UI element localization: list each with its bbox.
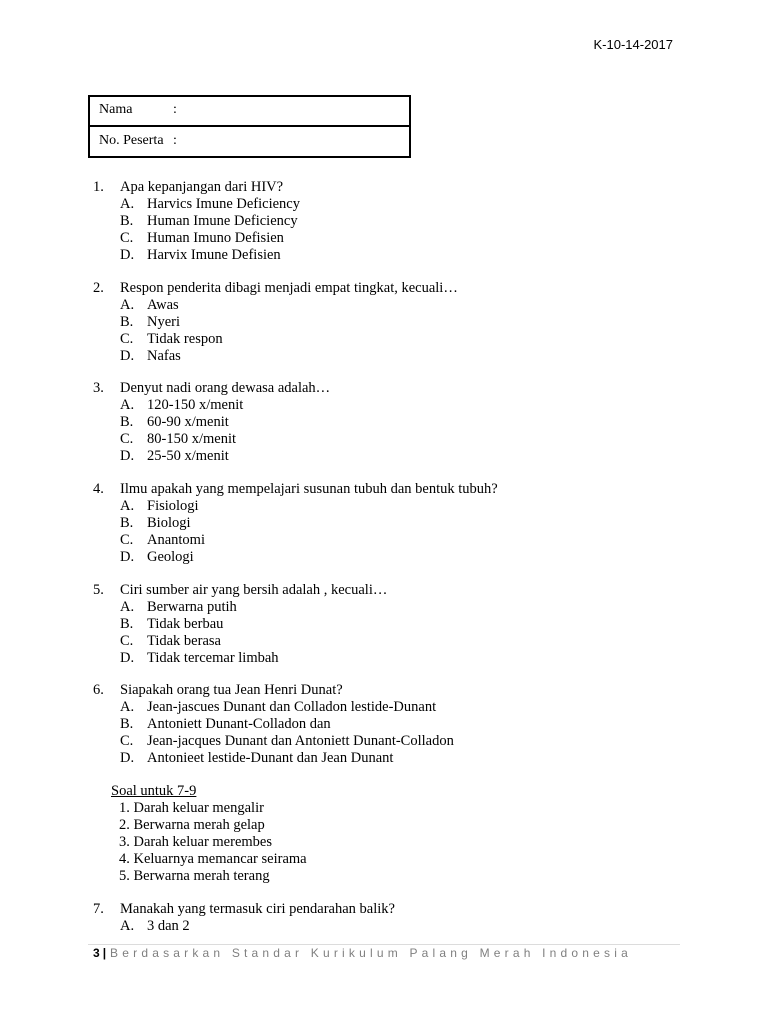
option-letter: D. xyxy=(120,348,135,364)
option-letter: A. xyxy=(120,196,135,212)
statement-item: 2. Berwarna merah gelap xyxy=(119,817,265,833)
option-d xyxy=(93,549,498,566)
question-5 xyxy=(93,582,387,667)
option-a xyxy=(93,196,300,213)
footer-text: Berdasarkan Standar Kurikulum Palang Merah Indonesia xyxy=(110,946,632,960)
option-letter: D. xyxy=(120,448,135,464)
option-text: Harvics Imune Deficiency xyxy=(147,196,300,212)
question-text: Siapakah orang tua Jean Henri Dunat? xyxy=(120,682,343,698)
option-b xyxy=(93,414,330,431)
question-text: Ilmu apakah yang mempelajari susunan tubuh dan bentuk tubuh? xyxy=(120,481,498,497)
option-letter: D. xyxy=(120,650,135,666)
option-letter: A. xyxy=(120,498,135,514)
option-text: Tidak tercemar limbah xyxy=(147,650,279,666)
option-d xyxy=(93,247,300,264)
option-d xyxy=(93,750,454,767)
question-2 xyxy=(93,280,458,365)
participant-id-box xyxy=(88,95,411,158)
option-letter: B. xyxy=(120,414,134,430)
option-text: Antoniett Dunant-Colladon dan xyxy=(147,716,331,732)
option-letter: B. xyxy=(120,716,134,732)
question-number: 4. xyxy=(93,481,104,497)
option-text: Geologi xyxy=(147,549,194,565)
option-c xyxy=(93,633,387,650)
question-number: 5. xyxy=(93,582,104,598)
option-text: 25-50 x/menit xyxy=(147,448,229,464)
name-row xyxy=(99,102,177,118)
option-letter: B. xyxy=(120,314,134,330)
statement-item: 3. Darah keluar merembes xyxy=(119,834,272,850)
question-text: Apa kepanjangan dari HIV? xyxy=(120,179,284,195)
question-group-7-9 xyxy=(111,783,307,885)
option-a xyxy=(93,297,458,314)
option-letter: A. xyxy=(120,297,135,313)
option-letter: B. xyxy=(120,213,134,229)
name-label: Nama xyxy=(99,102,133,117)
option-text: Tidak berbau xyxy=(147,616,224,632)
option-b xyxy=(93,314,458,331)
option-letter: B. xyxy=(120,616,134,632)
question-number: 7. xyxy=(93,901,104,917)
option-d xyxy=(93,650,387,667)
option-b xyxy=(93,515,498,532)
question-text: Ciri sumber air yang bersih adalah , kecuali… xyxy=(120,582,388,598)
option-letter: C. xyxy=(120,331,134,347)
option-letter: D. xyxy=(120,750,135,766)
question-number: 2. xyxy=(93,280,104,296)
option-a xyxy=(93,918,395,935)
option-letter: A. xyxy=(120,397,135,413)
question-group-title: Soal untuk 7-9 xyxy=(111,783,197,799)
option-text: 120-150 x/menit xyxy=(147,397,244,413)
option-text: Awas xyxy=(147,297,179,313)
option-letter: A. xyxy=(120,918,135,934)
question-4 xyxy=(93,481,498,566)
option-a xyxy=(93,498,498,515)
name-colon: : xyxy=(173,102,177,117)
option-text: 80-150 x/menit xyxy=(147,431,237,447)
page-footer xyxy=(93,946,632,960)
question-6 xyxy=(93,682,454,767)
option-letter: D. xyxy=(120,247,135,263)
option-text: Nafas xyxy=(147,348,181,364)
footer-divider xyxy=(88,944,680,945)
option-text: Human Imuno Defisien xyxy=(147,230,284,246)
page-number: 3 xyxy=(93,946,100,960)
option-letter: B. xyxy=(120,515,134,531)
option-text: Anantomi xyxy=(147,532,205,548)
option-d xyxy=(93,448,330,465)
option-a xyxy=(93,699,454,716)
option-letter: C. xyxy=(120,633,134,649)
option-text: Jean-jacques Dunant dan Antoniett Dunant-Colladon xyxy=(147,733,454,749)
participant-number-colon: : xyxy=(173,133,177,148)
participant-number-label: No. Peserta xyxy=(99,133,164,148)
statement-item: 5. Berwarna merah terang xyxy=(119,868,270,884)
option-c xyxy=(93,733,454,750)
id-box-divider xyxy=(90,125,409,127)
option-text: Antonieet lestide-Dunant dan Jean Dunant xyxy=(147,750,394,766)
footer-separator: | xyxy=(102,946,107,960)
option-c xyxy=(93,230,300,247)
option-text: 3 dan 2 xyxy=(147,918,190,934)
question-text: Manakah yang termasuk ciri pendarahan balik? xyxy=(120,901,395,917)
option-text: Jean-jascues Dunant dan Colladon lestide-Dunant xyxy=(147,699,437,715)
document-code: K-10-14-2017 xyxy=(593,37,673,52)
option-text: 60-90 x/menit xyxy=(147,414,229,430)
option-b xyxy=(93,616,387,633)
option-text: Berwarna putih xyxy=(147,599,237,615)
option-text: Human Imune Deficiency xyxy=(147,213,298,229)
option-c xyxy=(93,532,498,549)
question-text: Denyut nadi orang dewasa adalah… xyxy=(120,380,331,396)
option-c xyxy=(93,431,330,448)
option-letter: A. xyxy=(120,599,135,615)
option-text: Biologi xyxy=(147,515,191,531)
question-number: 6. xyxy=(93,682,104,698)
option-text: Fisiologi xyxy=(147,498,199,514)
option-letter: A. xyxy=(120,699,135,715)
option-c xyxy=(93,331,458,348)
option-b xyxy=(93,213,300,230)
option-d xyxy=(93,348,458,365)
option-text: Tidak berasa xyxy=(147,633,221,649)
statement-item: 4. Keluarnya memancar seirama xyxy=(119,851,307,867)
question-1 xyxy=(93,179,300,264)
question-number: 3. xyxy=(93,380,104,396)
question-7 xyxy=(93,901,395,935)
option-letter: C. xyxy=(120,532,134,548)
option-a xyxy=(93,397,330,414)
option-b xyxy=(93,716,454,733)
question-text: Respon penderita dibagi menjadi empat tingkat, kecuali… xyxy=(120,280,458,296)
participant-number-row xyxy=(99,133,177,149)
option-letter: D. xyxy=(120,549,135,565)
option-letter: C. xyxy=(120,431,134,447)
statement-item: 1. Darah keluar mengalir xyxy=(119,800,264,816)
option-text: Tidak respon xyxy=(147,331,223,347)
option-a xyxy=(93,599,387,616)
option-text: Harvix Imune Defisien xyxy=(147,247,281,263)
option-text: Nyeri xyxy=(147,314,181,330)
option-letter: C. xyxy=(120,733,134,749)
question-3 xyxy=(93,380,330,465)
question-number: 1. xyxy=(93,179,104,195)
option-letter: C. xyxy=(120,230,134,246)
